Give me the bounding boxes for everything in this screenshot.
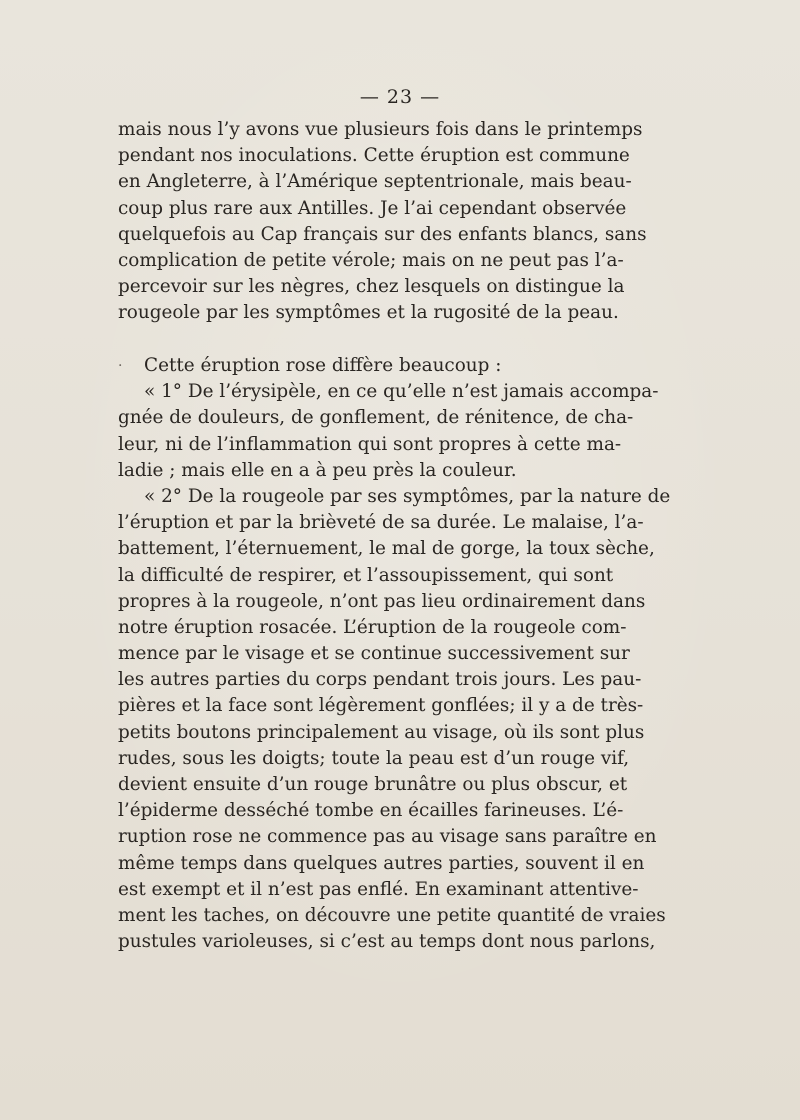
text-line: mence par le visage et se continue successivement sur <box>118 643 630 665</box>
text-line: même temps dans quelques autres parties, souvent il en <box>118 852 645 874</box>
text-line <box>118 353 612 379</box>
text-line: percevoir sur les nègres, chez lesquels on distingue la <box>118 276 625 298</box>
text-line: propres à la rougeole, n’ont pas lieu ordinairement dans <box>118 590 646 612</box>
text-line: rougeole par les symptômes et la rugosité de la peau. <box>118 302 619 324</box>
page-number: — 23 — <box>359 86 441 108</box>
text-line: est exempt et il n’est pas enflé. En examinant attentive- <box>118 878 639 900</box>
text-line: complication de petite vérole; mais on ne peut pas l’a- <box>118 249 624 271</box>
text-line: pières et la face sont légèrement gonflées; il y a de très- <box>118 695 644 717</box>
text-line: petits boutons principalement au visage, où ils sont plus <box>118 721 645 743</box>
text-line: gnée de douleurs, de gonflement, de rénitence, de cha- <box>118 407 634 429</box>
paragraph-2 <box>118 353 671 955</box>
text-line: pendant nos inoculations. Cette éruption est commune <box>118 145 630 167</box>
text-line: ladie ; mais elle en a à peu près la couleur. <box>118 459 517 481</box>
text-line: quelquefois au Cap français sur des enfants blancs, sans <box>118 223 647 245</box>
text-line: la difficulté de respirer, et l’assoupissement, qui sont <box>118 564 614 586</box>
text-line: coup plus rare aux Antilles. Je l’ai cependant observée <box>118 197 627 219</box>
paragraph-marker: · <box>118 358 123 374</box>
paragraph-1 <box>118 117 647 327</box>
text-line: mais nous l’y avons vue plusieurs fois dans le printemps <box>118 119 643 140</box>
text-line-content: Cette éruption rose diffère beaucoup : <box>144 355 502 376</box>
text-line: pustules varioleuses, si c’est au temps dont nous parlons, <box>118 931 656 953</box>
text-line: « 1° De l’érysipèle, en ce qu’elle n’est jamais accompa- <box>144 381 659 403</box>
text-line: les autres parties du corps pendant trois jours. Les pau- <box>118 669 642 691</box>
text-line: l’éruption et par la brièveté de sa durée. Le malaise, l’a- <box>118 512 644 534</box>
text-line: ruption rose ne commence pas au visage sans paraître en <box>118 826 657 848</box>
text-line: en Angleterre, à l’Amérique septentrionale, mais beau- <box>118 171 632 193</box>
text-line: notre éruption rosacée. L’éruption de la rougeole com- <box>118 616 627 638</box>
text-line: « 2° De la rougeole par ses symptômes, par la nature de <box>144 485 671 507</box>
text-line: rudes, sous les doigts; toute la peau est d’un rouge vif, <box>118 747 630 769</box>
text-line: l’épiderme desséché tombe en écailles farineuses. L’é- <box>118 800 624 822</box>
text-line: leur, ni de l’inflammation qui sont propres à cette ma- <box>118 433 622 455</box>
text-line: ment les taches, on découvre une petite quantité de vraies <box>118 904 666 926</box>
text-line: battement, l’éternuement, le mal de gorge, la toux sèche, <box>118 538 655 560</box>
text-line: devient ensuite d’un rouge brunâtre ou plus obscur, et <box>118 774 628 795</box>
